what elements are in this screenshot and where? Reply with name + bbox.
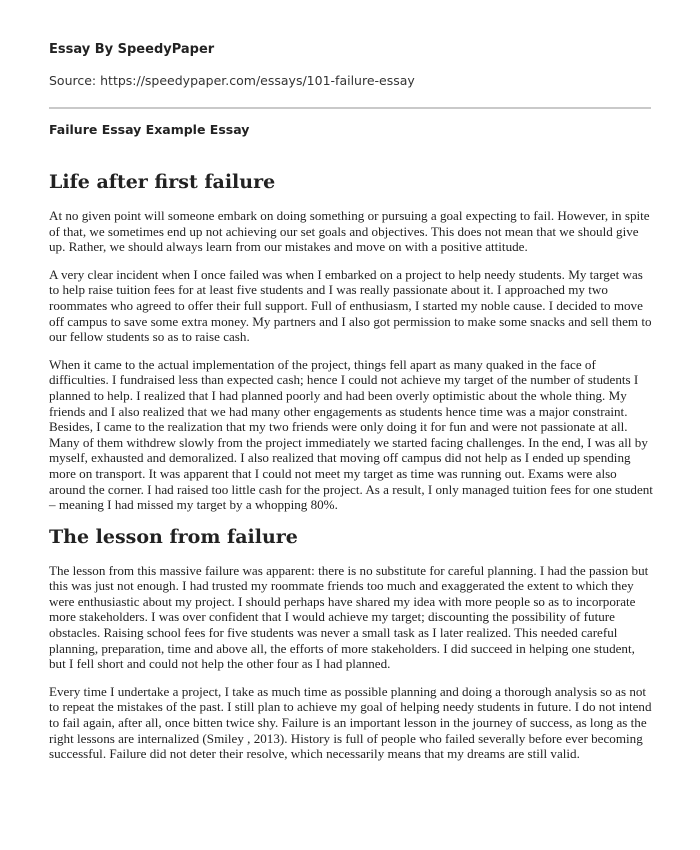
paragraph: A very clear incident when I once failed was when I embarked on a project to help needy students. My target was to help raise tuition fees for at least five students and I was really passionate about it. I approached my two roommates who agreed to offer their full support. Full of enthusiasm, I started my noble cause. I decided to move off campus to save some extra money. My partners and I also got permission to make some snacks and sell them to our fellow students so as to raise cash. [49,266,652,345]
paragraph: At no given point will someone embark on doing something or pursuing a goal expecting to fail. However, in spite of that, we sometimes end up not achieving our set goals and objectives. This does not mean that we should give up. Rather, we should always learn from our mistakes and move on with a positive attitude. [49,208,650,255]
section-heading: Life after first failure [49,171,276,193]
paragraph: Every time I undertake a project, I take as much time as possible planning and doing a thorough analysis so as not to repeat the mistakes of the past. I still plan to achieve my goal of helping needy students in future. I do not intend to fail again, after all, once bitten twice shy. Failure is an important lesson in the journey of success, as long as the right lessons are internalized (Smiley , 2013). History is full of people who failed severally before ever becoming successful. Failure did not deter their resolve, which necessarily means that my dreams are still valid. [49,683,652,762]
paragraph: The lesson from this massive failure was apparent: there is no substitute for careful planning. I had the passion but this was just not enough. I had trusted my roommate friends too much and exaggerated the extent to which they were enthusiastic about my project. I should perhaps have shared my idea with more people so as to incorporate more stakeholders. I was over confident that I would achieve my target; discounting the possibility of future obstacles. Raising school fees for five students was never a small task as I later realized. This needed careful planning, preparation, time and above all, the efforts of more stakeholders. I did succeed in helping one student, but I fell short and could not help the other four as I had planned. [49,562,649,672]
source-line: Source: https://speedypaper.com/essays/101-failure-essay [49,73,415,88]
document-title: Failure Essay Example Essay [49,122,250,137]
essay-body [49,170,653,774]
section-heading: The lesson from failure [49,525,298,548]
header-divider [49,107,651,109]
essay-author-line: Essay By SpeedyPaper [49,42,215,57]
paragraph: When it came to the actual implementation of the project, things fell apart as many quaked in the face of difficulties. I fundraised less than expected cash; hence I could not achieve my target of the number of students I planned to help. I realized that I had planned poorly and had been overly optimistic about the whole thing. My friends and I also realized that we had many other engagements as students hence time was a major constraint. Besides, I came to the realization that my two friends were only doing it for fun and were not passionate at all. Many of them withdrew slowly from the project immediately we started facing challenges. In the end, I was all by myself, exhausted and demoralized. I also realized that moving off campus did not help as I ended up spending more on transport. It was apparent that I could not meet my target as time was running out. Exams were also around the corner. I had raised too little cash for the project. As a result, I only managed tuition fees for one student – meaning I had missed my target by a whopping 80%. [49,356,653,513]
